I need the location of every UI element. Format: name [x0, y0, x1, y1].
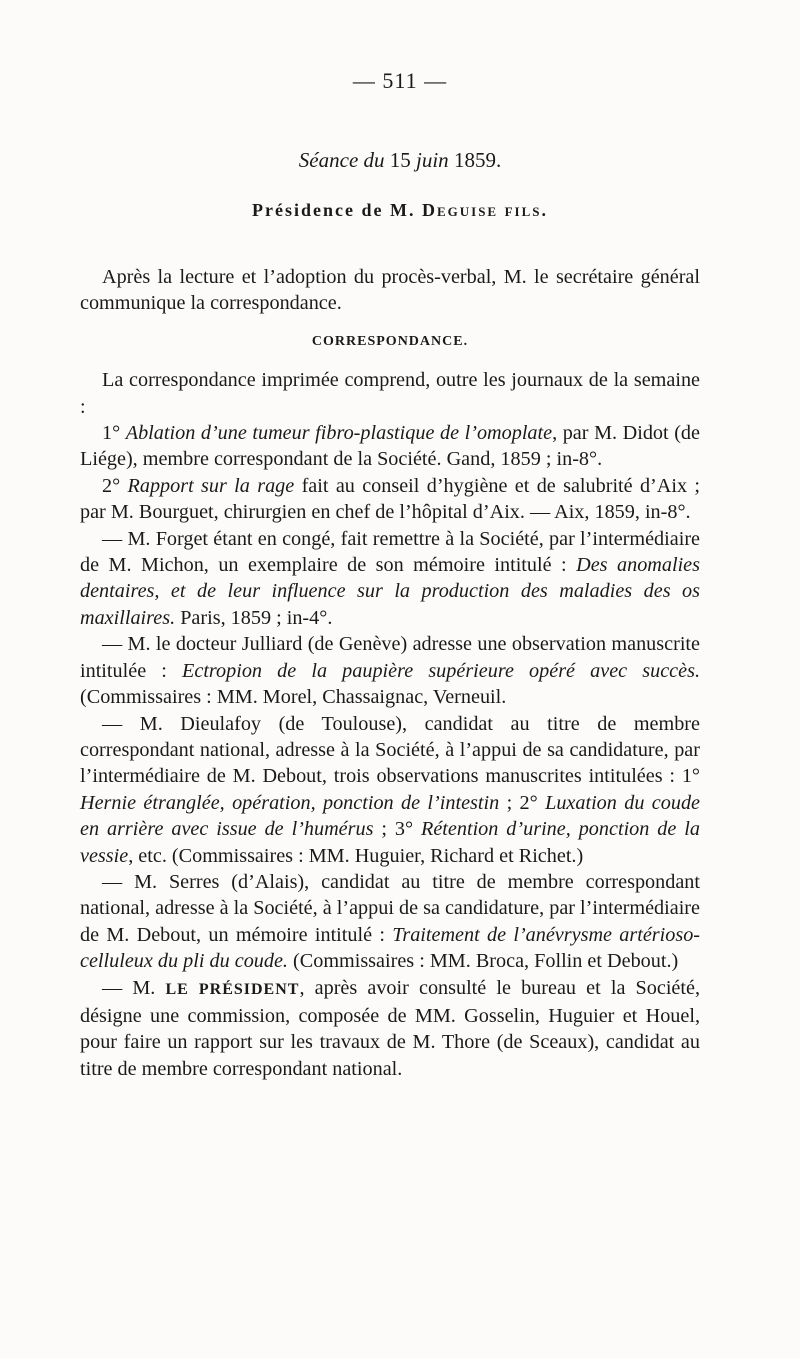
item-2-number: 2°	[102, 474, 128, 497]
dieulafoy-sep-1: ; 2°	[499, 791, 546, 814]
serres-title: Traitement de l’anévrysme artérioso-celluleux du pli du coude.	[80, 923, 701, 973]
president-title: LE PRÉSIDENT	[165, 980, 300, 998]
session-title	[0, 148, 800, 173]
forget-title: Des anomalies dentaires, et de leur influence sur la production des maladies des os maxillaires.	[80, 554, 700, 629]
serres-text: — M. Serres (d’Alais), candidat au titre de membre correspondant national, adresse à la Société, à l’appui de sa candidature, par l’intermédiaire de M. Debout, un mémoire intitulé :	[80, 870, 700, 946]
forget-text: — M. Forget étant en congé, fait remettre à la Société, par l’intermédiaire de M. Michon, un exemplaire de son mémoire intitulé :	[80, 527, 700, 577]
serres-rest: (Commissaires : MM. Broca, Follin et Debout.)	[287, 950, 679, 973]
item-2-title: Rapport sur la rage	[127, 474, 295, 497]
item-2-rest: fait au conseil d’hygiène et de salubrité d’Aix ; par M. Bourguet, chirurgien en chef de l’hôpital d’Aix. — Aix, 1859, in-8°.	[80, 474, 701, 524]
paragraph-dieulafoy	[80, 711, 700, 869]
dieulafoy-title-2: Luxation du coude en arrière avec issue de l’humérus	[80, 791, 700, 841]
page-number: — 511 —	[352, 68, 448, 93]
paragraph-forget	[80, 526, 700, 632]
paragraph-item-2	[80, 473, 700, 526]
session-prefix: Séance du	[298, 148, 390, 172]
presidency-name: Deguise fils.	[421, 200, 548, 220]
president-dash: — M.	[102, 976, 166, 999]
document-body	[80, 264, 700, 1082]
session-day: 15	[389, 148, 411, 172]
intro-paragraph: Après la lecture et l’adoption du procès-verbal, M. le secrétaire général communique la correspondance.	[80, 266, 700, 315]
president-rest: , après avoir consulté le bureau et la Société, désigne une commission, composée de MM. Gosselin, Huguier et Houel, pour faire un rapport sur les travaux de M. Thore (de Sceaux), candidat au titre de membre correspondant national.	[80, 976, 701, 1080]
dieulafoy-rest: , etc. (Commissaires : MM. Huguier, Richard et Richet.)	[128, 844, 584, 867]
paragraph-president	[80, 975, 700, 1083]
julliard-title: Ectropion de la paupière supérieure opéré avec succès.	[182, 659, 700, 682]
dieulafoy-text: — M. Dieulafoy (de Toulouse), candidat au titre de membre correspondant national, adresse à la Société, à l’appui de sa candidature, par l’intermédiaire de M. Debout, trois observations manuscrites intitulées : 1°	[80, 712, 700, 788]
presidency-prefix: Présidence de M.	[252, 200, 422, 220]
session-year: 1859.	[453, 148, 502, 172]
dieulafoy-title-3: Rétention d’urine, ponction de la vessie	[80, 818, 700, 867]
dieulafoy-sep-2: ; 3°	[373, 818, 422, 841]
item-1-rest: , par M. Didot (de Liége), membre correspondant de la Société. Gand, 1859 ; in-8°.	[80, 422, 700, 471]
julliard-text: — M. le docteur Julliard (de Genève) adresse une observation manuscrite intitulée :	[80, 633, 700, 682]
paragraph-printed-correspondence: La correspondance imprimée comprend, outre les journaux de la semaine :	[80, 369, 700, 418]
section-heading: CORRESPONDANCE.	[311, 333, 469, 349]
presidency-line	[0, 200, 800, 221]
paragraph-item-1	[80, 420, 700, 473]
session-month: juin	[410, 148, 454, 172]
julliard-rest: (Commissaires : MM. Morel, Chassaignac, Verneuil.	[80, 686, 507, 709]
paragraph-julliard	[80, 631, 700, 710]
dieulafoy-title-1: Hernie étranglée, opération, ponction de l’intestin	[80, 791, 500, 814]
item-1-title: Ablation d’une tumeur fibro-plastique de l’omoplate	[125, 422, 553, 445]
forget-rest: Paris, 1859 ; in-4°.	[175, 606, 333, 629]
item-1-number: 1°	[102, 422, 126, 445]
paragraph-serres	[80, 869, 700, 975]
